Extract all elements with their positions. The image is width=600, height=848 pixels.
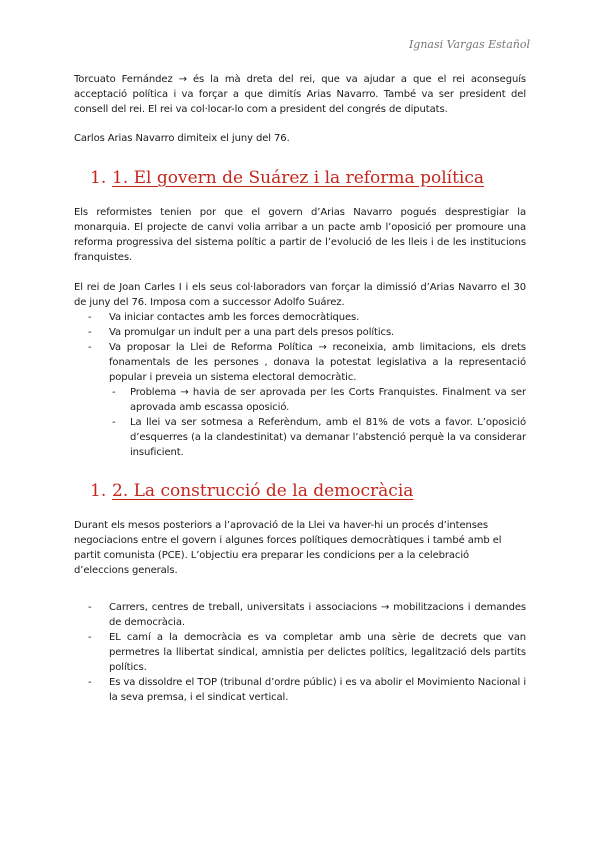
section-1-bullet-list: [74, 310, 526, 385]
list-item-text: Va promulgar un indult per a una part dels presos polítics.: [109, 327, 395, 338]
intro-paragraph-torcuato: Torcuato Fernández → és la mà dreta del rei, que va ajudar a que el rei aconseguís acceptació política i va forçar a que dimitís Arias Navarro. També va ser president del consell del rei. El rei va col·locar-lo com a president del congrés de diputats.: [74, 74, 526, 115]
dash-marker: -: [112, 417, 116, 428]
dash-marker: -: [88, 312, 92, 323]
section-1-paragraph-1: Els reformistes tenien por que el govern d’Arias Navarro pogués desprestigiar la monarquia. El projecte de canvi volia arribar a un pacte amb l’oposició per promoure una reforma progressiva del sistema polític a partir de l’evolució de les lleis i de les institucions franquistes.: [74, 207, 526, 263]
section-1-paragraph-2: El rei de Joan Carles I i els seus col·laboradors van forçar la dimissió d’Arias Navarro el 30 de juny del 76. Imposa com a successor Adolfo Suárez.: [74, 282, 526, 308]
dash-marker: -: [88, 327, 92, 338]
section-2-title: 2. La construcció de la democràcia: [112, 481, 414, 501]
document-body: [74, 72, 526, 705]
author-name: Ignasi Vargas Estañol: [408, 38, 530, 51]
dash-marker: -: [88, 602, 92, 613]
list-item: [88, 340, 526, 385]
section-2-paragraph-1: Durant els mesos posteriors a l’aprovació de la Llei va haver-hi un procés d’intenses negociacions entre el govern i algunes forces polítiques democràtiques i també amb el partit comunista (PCE). L’objectiu era preparar les condicions per a la celebració d’eleccions generals.: [74, 520, 502, 576]
section-1-number: 1.: [90, 168, 107, 188]
list-item: [112, 385, 526, 415]
dash-marker: -: [88, 677, 92, 688]
list-item: [88, 675, 526, 705]
list-item-text: Va proposar la Llei de Reforma Política → reconeixia, amb limitacions, els drets fonamentals de les persones , donava la potestat legislativa a la representació popular i preveia un sistema electoral democràtic.: [109, 342, 526, 383]
dash-marker: -: [88, 342, 92, 353]
list-item: [88, 310, 526, 325]
section-2-heading: [74, 480, 526, 502]
list-item-text: Es va dissoldre el TOP (tribunal d’ordre públic) i es va abolir el Movimiento Nacional i la seva premsa, i el sindicat vertical.: [109, 677, 526, 703]
section-1-sub-bullet-list: [74, 385, 526, 460]
section-1-title: 1. El govern de Suárez i la reforma política: [112, 168, 484, 188]
list-item: [112, 415, 526, 460]
list-item-text: Carrers, centres de treball, universitats i associacions → mobilitzacions i demandes de democràcia.: [109, 602, 526, 628]
section-2-number: 1.: [90, 481, 107, 501]
list-item: [88, 325, 526, 340]
list-item: [88, 630, 526, 675]
list-item-text: Problema → havia de ser aprovada per les Corts Franquistes. Finalment va ser aprovada amb escassa oposició.: [130, 387, 526, 413]
dash-marker: -: [112, 387, 116, 398]
dash-marker: -: [88, 632, 92, 643]
section-1-heading: [74, 167, 526, 189]
list-item-text: Va iniciar contactes amb les forces democràtiques.: [109, 312, 360, 323]
list-item-text: La llei va ser sotmesa a Referèndum, amb el 81% de vots a favor. L’oposició d’esquerres (a la clandestinitat) va demanar l’abstenció perquè la va considerar insuficient.: [130, 417, 526, 458]
list-item-text: EL camí a la democràcia es va completar amb una sèrie de decrets que van permetres la llibertat sindical, amnistia per delictes polítics, legalització dels partits polítics.: [109, 632, 526, 673]
list-item: [88, 600, 526, 630]
section-2-bullet-list: [74, 600, 526, 705]
intro-paragraph-arias: Carlos Arias Navarro dimiteix el juny del 76.: [74, 133, 290, 144]
